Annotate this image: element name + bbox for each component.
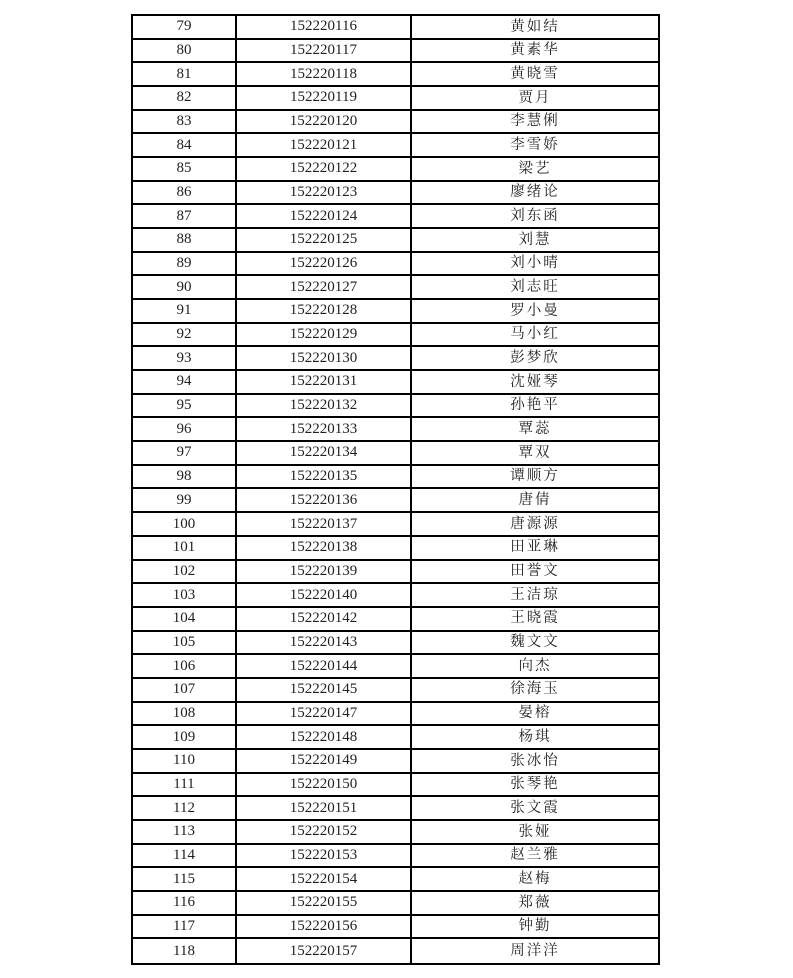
cell-index: 98 [133,466,237,490]
table-row [133,892,658,916]
table-row [133,205,658,229]
cell-student-id: 152220122 [237,158,412,182]
cell-student-id: 152220156 [237,916,412,940]
cell-index: 84 [133,134,237,158]
table-row [133,703,658,727]
table-row [133,324,658,348]
cell-student-id: 152220133 [237,418,412,442]
cell-student-id: 152220120 [237,111,412,135]
cell-name: 谭顺方 [412,466,658,490]
table-row [133,655,658,679]
table-row [133,63,658,87]
cell-name: 廖绪论 [412,182,658,206]
cell-index: 97 [133,442,237,466]
cell-student-id: 152220138 [237,537,412,561]
table-row [133,466,658,490]
cell-student-id: 152220116 [237,16,412,40]
cell-student-id: 152220128 [237,300,412,324]
cell-name: 魏文文 [412,632,658,656]
cell-index: 118 [133,939,237,963]
cell-student-id: 152220129 [237,324,412,348]
cell-student-id: 152220117 [237,40,412,64]
cell-name: 田亚琳 [412,537,658,561]
cell-index: 115 [133,868,237,892]
table-row [133,134,658,158]
cell-index: 90 [133,276,237,300]
cell-student-id: 152220152 [237,821,412,845]
table-row [133,158,658,182]
table-row [133,16,658,40]
cell-index: 116 [133,892,237,916]
cell-student-id: 152220119 [237,87,412,111]
cell-name: 黄素华 [412,40,658,64]
table-row [133,182,658,206]
cell-index: 103 [133,584,237,608]
table-row [133,489,658,513]
cell-index: 112 [133,797,237,821]
table-row [133,726,658,750]
cell-index: 79 [133,16,237,40]
cell-student-id: 152220142 [237,608,412,632]
cell-name: 钟勤 [412,916,658,940]
cell-name: 张娅 [412,821,658,845]
cell-student-id: 152220123 [237,182,412,206]
cell-student-id: 152220132 [237,395,412,419]
table-row [133,561,658,585]
table-row [133,916,658,940]
cell-index: 88 [133,229,237,253]
cell-name: 李慧俐 [412,111,658,135]
cell-name: 覃双 [412,442,658,466]
cell-student-id: 152220147 [237,703,412,727]
cell-index: 101 [133,537,237,561]
cell-name: 唐倩 [412,489,658,513]
cell-name: 赵兰雅 [412,845,658,869]
cell-student-id: 152220121 [237,134,412,158]
cell-name: 罗小曼 [412,300,658,324]
cell-index: 117 [133,916,237,940]
cell-name: 唐源源 [412,513,658,537]
cell-index: 81 [133,63,237,87]
cell-name: 李雪娇 [412,134,658,158]
table-row [133,418,658,442]
cell-student-id: 152220130 [237,347,412,371]
cell-name: 覃蕊 [412,418,658,442]
cell-index: 113 [133,821,237,845]
cell-student-id: 152220145 [237,679,412,703]
cell-name: 赵梅 [412,868,658,892]
cell-index: 87 [133,205,237,229]
cell-student-id: 152220124 [237,205,412,229]
cell-name: 孙艳平 [412,395,658,419]
cell-student-id: 152220148 [237,726,412,750]
cell-name: 王晓霞 [412,608,658,632]
cell-index: 99 [133,489,237,513]
cell-student-id: 152220150 [237,774,412,798]
cell-index: 100 [133,513,237,537]
cell-index: 91 [133,300,237,324]
cell-name: 张冰怡 [412,750,658,774]
cell-name: 向杰 [412,655,658,679]
table-row [133,111,658,135]
table-row [133,300,658,324]
table-row [133,584,658,608]
table-row [133,395,658,419]
cell-name: 贾月 [412,87,658,111]
cell-index: 82 [133,87,237,111]
cell-index: 107 [133,679,237,703]
cell-index: 111 [133,774,237,798]
cell-name: 刘小晴 [412,253,658,277]
cell-student-id: 152220131 [237,371,412,395]
cell-student-id: 152220137 [237,513,412,537]
cell-name: 郑薇 [412,892,658,916]
cell-index: 104 [133,608,237,632]
cell-student-id: 152220135 [237,466,412,490]
table-row [133,774,658,798]
cell-name: 马小红 [412,324,658,348]
table-row [133,821,658,845]
table-row [133,632,658,656]
cell-student-id: 152220125 [237,229,412,253]
cell-student-id: 152220139 [237,561,412,585]
table-row [133,845,658,869]
table-row [133,537,658,561]
cell-student-id: 152220153 [237,845,412,869]
cell-index: 110 [133,750,237,774]
cell-student-id: 152220157 [237,939,412,963]
table-row [133,40,658,64]
cell-name: 刘东函 [412,205,658,229]
table-row [133,442,658,466]
cell-name: 杨琪 [412,726,658,750]
cell-name: 刘慧 [412,229,658,253]
cell-name: 黄如结 [412,16,658,40]
table-row [133,253,658,277]
cell-index: 94 [133,371,237,395]
cell-index: 105 [133,632,237,656]
cell-index: 86 [133,182,237,206]
cell-student-id: 152220127 [237,276,412,300]
cell-index: 102 [133,561,237,585]
table-row [133,939,658,963]
cell-name: 田誉文 [412,561,658,585]
table-row [133,750,658,774]
cell-name: 梁艺 [412,158,658,182]
cell-name: 王洁琼 [412,584,658,608]
cell-student-id: 152220154 [237,868,412,892]
cell-index: 95 [133,395,237,419]
cell-index: 83 [133,111,237,135]
cell-index: 80 [133,40,237,64]
table-row [133,276,658,300]
cell-student-id: 152220118 [237,63,412,87]
cell-student-id: 152220144 [237,655,412,679]
cell-student-id: 152220136 [237,489,412,513]
cell-index: 109 [133,726,237,750]
cell-name: 刘志旺 [412,276,658,300]
cell-student-id: 152220140 [237,584,412,608]
cell-name: 周洋洋 [510,942,560,959]
cell-name: 徐海玉 [412,679,658,703]
cell-name: 沈娅琴 [412,371,658,395]
cell-name: 张文霞 [412,797,658,821]
table-row [133,797,658,821]
cell-index: 89 [133,253,237,277]
cell-student-id: 152220149 [237,750,412,774]
table-row [133,513,658,537]
cell-index: 114 [133,845,237,869]
table-row [133,229,658,253]
cell-index: 92 [133,324,237,348]
cell-name: 张琴艳 [412,774,658,798]
cell-index: 85 [133,158,237,182]
cell-student-id: 152220134 [237,442,412,466]
table-row [133,371,658,395]
table-row [133,868,658,892]
cell-student-id: 152220155 [237,892,412,916]
student-roster-table [131,14,660,965]
cell-name: 晏榕 [412,703,658,727]
table-row [133,608,658,632]
cell-student-id: 152220143 [237,632,412,656]
cell-index: 108 [133,703,237,727]
cell-index: 93 [133,347,237,371]
table-row [133,679,658,703]
cell-index: 96 [133,418,237,442]
cell-name: 彭梦欣 [412,347,658,371]
cell-student-id: 152220151 [237,797,412,821]
table-row [133,347,658,371]
cell-student-id: 152220126 [237,253,412,277]
cell-index: 106 [133,655,237,679]
table-row [133,87,658,111]
cell-name: 黄晓雪 [412,63,658,87]
